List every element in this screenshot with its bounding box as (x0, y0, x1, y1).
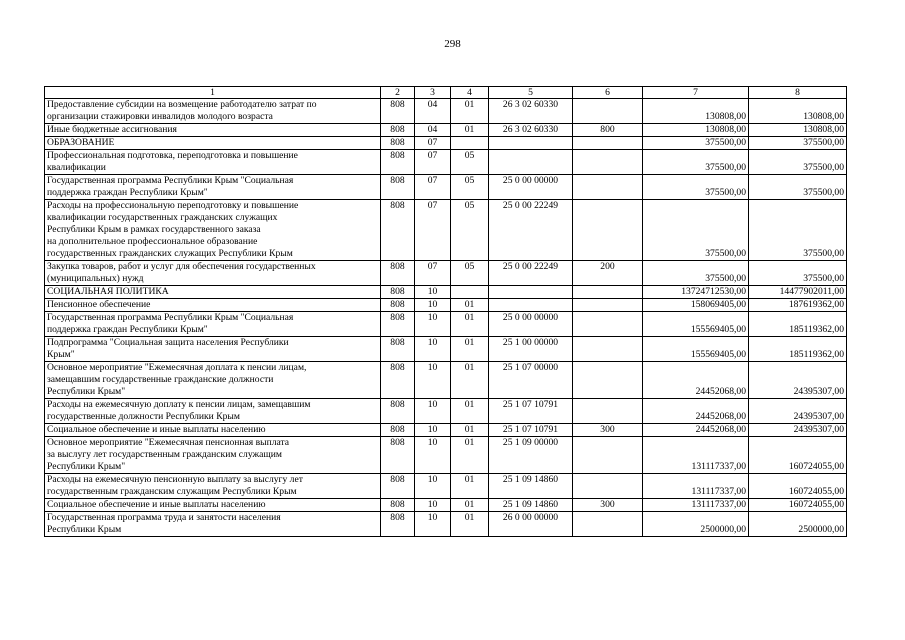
expense-type-cell (573, 399, 643, 424)
row-name-line: Подпрограмма "Социальная защита населения Республики (47, 337, 289, 348)
expense-type-cell (573, 312, 643, 337)
amount-year2-cell: 2500000,00 (749, 512, 847, 537)
row-name-cell (45, 150, 381, 175)
subsection-code-cell: 01 (451, 99, 489, 124)
ministry-code-cell: 808 (381, 312, 415, 337)
target-article-cell (489, 286, 573, 299)
header-cell: 7 (643, 87, 749, 99)
row-name-cell (45, 299, 381, 312)
section-code-cell: 10 (415, 474, 451, 499)
target-article-cell: 25 0 00 22249 (489, 261, 573, 286)
table-row (45, 137, 847, 150)
subsection-code-cell: 05 (451, 175, 489, 200)
row-name-line: Закупка товаров, работ и услуг для обеспечения государственных (47, 261, 316, 272)
row-name-line: Основное мероприятие "Ежемесячная доплата к пенсии лицам, (47, 362, 307, 373)
header-cell: 8 (749, 87, 847, 99)
expense-type-cell (573, 150, 643, 175)
target-article-cell: 26 3 02 60330 (489, 124, 573, 137)
table-row (45, 312, 847, 337)
amount-year1-cell: 158069405,00 (643, 299, 749, 312)
section-code-cell: 10 (415, 299, 451, 312)
target-article-cell: 25 0 00 22249 (489, 200, 573, 261)
table-row (45, 474, 847, 499)
section-code-cell: 10 (415, 362, 451, 399)
row-name-cell (45, 362, 381, 399)
row-name-line: СОЦИАЛЬНАЯ ПОЛИТИКА (47, 286, 169, 297)
expense-type-cell: 800 (573, 124, 643, 137)
amount-year1-cell: 375500,00 (643, 137, 749, 150)
amount-year2-cell: 130808,00 (749, 99, 847, 124)
amount-year1-cell: 375500,00 (643, 200, 749, 261)
row-name-line: Крым" (47, 349, 75, 360)
expense-type-cell (573, 286, 643, 299)
row-name-line: Предоставление субсидии на возмещение работодателю затрат по (47, 99, 317, 110)
row-name-line: за выслугу лет государственным гражданским служащим (47, 449, 282, 460)
expense-type-cell: 300 (573, 499, 643, 512)
amount-year2-cell: 14477902011,00 (749, 286, 847, 299)
row-name-line: Основное мероприятие "Ежемесячная пенсионная выплата (47, 437, 290, 448)
target-article-cell: 25 1 07 10791 (489, 424, 573, 437)
amount-year2-cell: 375500,00 (749, 200, 847, 261)
target-article-cell (489, 137, 573, 150)
table-row (45, 124, 847, 137)
expense-type-cell (573, 474, 643, 499)
amount-year1-cell: 155569405,00 (643, 312, 749, 337)
ministry-code-cell: 808 (381, 437, 415, 474)
row-name-line: Расходы на профессиональную переподготовку и повышение (47, 200, 299, 211)
ministry-code-cell: 808 (381, 200, 415, 261)
amount-year2-cell: 160724055,00 (749, 437, 847, 474)
header-cell: 4 (451, 87, 489, 99)
subsection-code-cell: 01 (451, 362, 489, 399)
subsection-code-cell: 05 (451, 261, 489, 286)
header-cell: 1 (45, 87, 381, 99)
table-row (45, 437, 847, 474)
section-code-cell: 10 (415, 286, 451, 299)
section-code-cell: 07 (415, 200, 451, 261)
row-name-line: замещавшим государственные гражданские должности (47, 374, 274, 385)
row-name-cell (45, 137, 381, 150)
page-number: 298 (444, 38, 461, 50)
row-name-line: ОБРАЗОВАНИЕ (47, 137, 115, 148)
ministry-code-cell: 808 (381, 399, 415, 424)
subsection-code-cell: 01 (451, 312, 489, 337)
table-row (45, 150, 847, 175)
row-name-line: Расходы на ежемесячную доплату к пенсии лицам, замещавшим (47, 399, 311, 410)
expense-type-cell (573, 299, 643, 312)
row-name-cell (45, 286, 381, 299)
subsection-code-cell: 05 (451, 200, 489, 261)
expense-type-cell (573, 437, 643, 474)
row-name-cell (45, 499, 381, 512)
ministry-code-cell: 808 (381, 299, 415, 312)
ministry-code-cell: 808 (381, 99, 415, 124)
subsection-code-cell (451, 286, 489, 299)
row-name-line: (муниципальных) нужд (47, 273, 144, 284)
section-code-cell: 07 (415, 150, 451, 175)
amount-year1-cell: 375500,00 (643, 175, 749, 200)
ministry-code-cell: 808 (381, 150, 415, 175)
section-code-cell: 10 (415, 424, 451, 437)
subsection-code-cell: 05 (451, 150, 489, 175)
target-article-cell: 26 3 02 60330 (489, 99, 573, 124)
amount-year2-cell: 375500,00 (749, 137, 847, 150)
table-row (45, 175, 847, 200)
row-name-cell (45, 99, 381, 124)
amount-year2-cell: 24395307,00 (749, 362, 847, 399)
amount-year1-cell: 375500,00 (643, 150, 749, 175)
target-article-cell (489, 150, 573, 175)
subsection-code-cell: 01 (451, 424, 489, 437)
row-name-line: Республики Крым" (47, 461, 126, 472)
ministry-code-cell: 808 (381, 137, 415, 150)
amount-year2-cell: 375500,00 (749, 175, 847, 200)
ministry-code-cell: 808 (381, 337, 415, 362)
header-cell: 3 (415, 87, 451, 99)
amount-year2-cell: 24395307,00 (749, 399, 847, 424)
expense-type-cell (573, 337, 643, 362)
row-name-line: Расходы на ежемесячную пенсионную выплату за выслугу лет (47, 474, 303, 485)
subsection-code-cell: 01 (451, 437, 489, 474)
header-cell: 5 (489, 87, 573, 99)
table-row (45, 200, 847, 261)
row-name-line: Государственная программа Республики Крым "Социальная (47, 175, 294, 186)
header-cell: 6 (573, 87, 643, 99)
amount-year1-cell: 130808,00 (643, 99, 749, 124)
amount-year1-cell: 130808,00 (643, 124, 749, 137)
row-name-line: государственным гражданским служащим Республики Крым (47, 486, 297, 497)
table-row (45, 337, 847, 362)
expense-type-cell: 300 (573, 424, 643, 437)
section-code-cell: 10 (415, 337, 451, 362)
section-code-cell: 10 (415, 399, 451, 424)
target-article-cell: 25 1 07 00000 (489, 362, 573, 399)
section-code-cell: 10 (415, 499, 451, 512)
row-name-line: государственных гражданских служащих Республики Крым (47, 248, 293, 259)
amount-year1-cell: 155569405,00 (643, 337, 749, 362)
row-name-line: Профессиональная подготовка, переподготовка и повышение (47, 150, 298, 161)
subsection-code-cell: 01 (451, 512, 489, 537)
expense-type-cell (573, 200, 643, 261)
subsection-code-cell: 01 (451, 337, 489, 362)
amount-year2-cell: 160724055,00 (749, 474, 847, 499)
expense-type-cell (573, 137, 643, 150)
row-name-line: государственные должности Республики Крым (47, 411, 240, 422)
row-name-line: Государственная программа труда и занятости населения (47, 512, 281, 523)
table-row (45, 424, 847, 437)
row-name-cell (45, 261, 381, 286)
ministry-code-cell: 808 (381, 499, 415, 512)
section-code-cell: 07 (415, 175, 451, 200)
target-article-cell (489, 299, 573, 312)
row-name-cell (45, 437, 381, 474)
section-code-cell: 10 (415, 512, 451, 537)
ministry-code-cell: 808 (381, 124, 415, 137)
amount-year1-cell: 24452068,00 (643, 399, 749, 424)
ministry-code-cell: 808 (381, 424, 415, 437)
target-article-cell: 25 1 09 14860 (489, 474, 573, 499)
section-code-cell: 10 (415, 312, 451, 337)
ministry-code-cell: 808 (381, 512, 415, 537)
ministry-code-cell: 808 (381, 286, 415, 299)
amount-year2-cell: 160724055,00 (749, 499, 847, 512)
target-article-cell: 25 1 00 00000 (489, 337, 573, 362)
row-name-line: Пенсионное обеспечение (47, 299, 151, 310)
section-code-cell: 07 (415, 261, 451, 286)
expense-type-cell (573, 99, 643, 124)
table-row (45, 261, 847, 286)
row-name-line: Социальное обеспечение и иные выплаты населению (47, 499, 266, 510)
row-name-line: поддержка граждан Республики Крым" (47, 187, 208, 198)
row-name-line: квалификации государственных гражданских служащих (47, 212, 278, 223)
ministry-code-cell: 808 (381, 362, 415, 399)
table-row (45, 399, 847, 424)
amount-year2-cell: 375500,00 (749, 261, 847, 286)
row-name-line: поддержка граждан Республики Крым" (47, 324, 208, 335)
row-name-line: Государственная программа Республики Крым "Социальная (47, 312, 294, 323)
expense-type-cell (573, 512, 643, 537)
section-code-cell: 10 (415, 437, 451, 474)
row-name-cell (45, 474, 381, 499)
table-header-row (45, 87, 847, 99)
ministry-code-cell: 808 (381, 261, 415, 286)
amount-year1-cell: 131117337,00 (643, 437, 749, 474)
amount-year2-cell: 375500,00 (749, 150, 847, 175)
expense-type-cell (573, 362, 643, 399)
row-name-line: Республики Крым" (47, 386, 126, 397)
row-name-cell (45, 424, 381, 437)
row-name-cell (45, 337, 381, 362)
table-row (45, 362, 847, 399)
amount-year1-cell: 24452068,00 (643, 424, 749, 437)
subsection-code-cell: 01 (451, 474, 489, 499)
amount-year2-cell: 130808,00 (749, 124, 847, 137)
subsection-code-cell: 01 (451, 124, 489, 137)
section-code-cell: 07 (415, 137, 451, 150)
amount-year1-cell: 13724712530,00 (643, 286, 749, 299)
subsection-code-cell: 01 (451, 299, 489, 312)
amount-year1-cell: 131117337,00 (643, 499, 749, 512)
section-code-cell: 04 (415, 99, 451, 124)
amount-year1-cell: 24452068,00 (643, 362, 749, 399)
target-article-cell: 25 1 09 14860 (489, 499, 573, 512)
row-name-cell (45, 124, 381, 137)
row-name-cell (45, 175, 381, 200)
row-name-cell (45, 200, 381, 261)
amount-year2-cell: 24395307,00 (749, 424, 847, 437)
amount-year2-cell: 185119362,00 (749, 337, 847, 362)
table-row (45, 512, 847, 537)
section-code-cell: 04 (415, 124, 451, 137)
amount-year2-cell: 187619362,00 (749, 299, 847, 312)
table-row (45, 99, 847, 124)
expense-type-cell: 200 (573, 261, 643, 286)
header-cell: 2 (381, 87, 415, 99)
row-name-line: на дополнительное профессиональное образование (47, 236, 258, 247)
subsection-code-cell: 01 (451, 499, 489, 512)
amount-year2-cell: 185119362,00 (749, 312, 847, 337)
row-name-cell (45, 512, 381, 537)
table-body (45, 87, 847, 537)
ministry-code-cell: 808 (381, 474, 415, 499)
target-article-cell: 25 0 00 00000 (489, 312, 573, 337)
subsection-code-cell: 01 (451, 399, 489, 424)
amount-year1-cell: 375500,00 (643, 261, 749, 286)
expense-type-cell (573, 175, 643, 200)
subsection-code-cell (451, 137, 489, 150)
row-name-line: Социальное обеспечение и иные выплаты населению (47, 424, 266, 435)
table-row (45, 499, 847, 512)
target-article-cell: 25 1 07 10791 (489, 399, 573, 424)
row-name-line: квалификации (47, 162, 106, 173)
row-name-cell (45, 399, 381, 424)
row-name-line: Республики Крым (47, 524, 122, 535)
row-name-line: организации стажировки инвалидов молодого возраста (47, 111, 273, 122)
budget-table (44, 86, 847, 537)
table-row (45, 299, 847, 312)
row-name-line: Иные бюджетные ассигнования (47, 124, 177, 135)
ministry-code-cell: 808 (381, 175, 415, 200)
row-name-cell (45, 312, 381, 337)
target-article-cell: 25 1 09 00000 (489, 437, 573, 474)
table-row (45, 286, 847, 299)
amount-year1-cell: 2500000,00 (643, 512, 749, 537)
target-article-cell: 25 0 00 00000 (489, 175, 573, 200)
target-article-cell: 26 0 00 00000 (489, 512, 573, 537)
row-name-line: Республики Крым в рамках государственного заказа (47, 224, 261, 235)
amount-year1-cell: 131117337,00 (643, 474, 749, 499)
